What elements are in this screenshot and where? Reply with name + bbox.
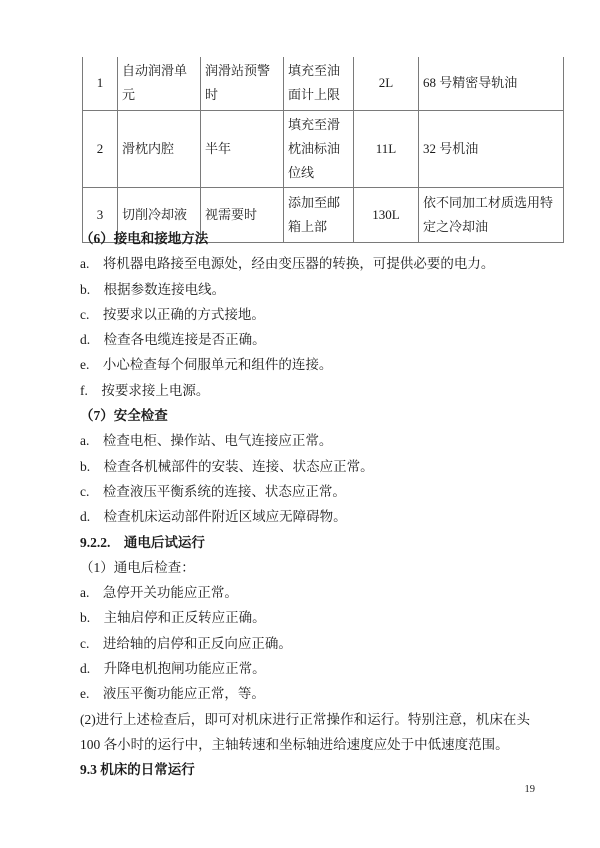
cell-interval: 半年 [201, 110, 284, 187]
list-item: d. 检查各电缆连接是否正确。 [80, 332, 266, 348]
section-heading-922: 9.2.2. 通电后试运行 [80, 534, 205, 550]
list-item: b. 检查各机械部件的安装、连接、状态应正常。 [80, 458, 374, 474]
list-item: c. 按要求以正确的方式接地。 [80, 306, 265, 322]
cell-part: 切削冷却液 [118, 187, 201, 242]
cell-interval: 视需要时 [201, 187, 284, 242]
cell-seq: 1 [83, 57, 118, 110]
section-heading-93: 9.3 机床的日常运行 [80, 762, 195, 778]
table-row [83, 57, 564, 110]
cell-method: 添加至邮箱上部 [284, 187, 354, 242]
list-item: a. 将机器电路接至电源处，经由变压器的转换，可提供必要的电力。 [80, 256, 495, 272]
list-item: b. 主轴启停和正反转应正确。 [80, 610, 266, 626]
cell-part: 自动润滑单元 [118, 57, 201, 110]
cell-interval: 润滑站预警时 [201, 57, 284, 110]
cell-method: 填充至油面计上限 [284, 57, 354, 110]
list-item: e. 小心检查每个伺服单元和组件的连接。 [80, 357, 333, 373]
paragraph: (2)进行上述检查后，即可对机床进行正常操作和运行。特别注意，机床在头 100 各小时的运行中，主轴转速和坐标轴进给速度应处于中低速度范围。 [80, 711, 530, 752]
list-item: d. 检查机床运动部件附近区域应无障碍物。 [80, 509, 347, 525]
cell-oil: 68 号精密导轨油 [419, 57, 564, 110]
table-row [83, 110, 564, 187]
section-heading-7: （7）安全检查 [80, 408, 168, 424]
list-item: b. 根据参数连接电线。 [80, 281, 226, 297]
cell-seq: 2 [83, 110, 118, 187]
list-item: d. 升降电机抱闸功能应正常。 [80, 661, 266, 677]
cell-amount: 11L [354, 110, 419, 187]
list-item: f. 按要求接上电源。 [80, 382, 210, 398]
cell-seq: 3 [83, 187, 118, 242]
cell-amount: 130L [354, 187, 419, 242]
lubrication-table [82, 57, 564, 243]
cell-part: 滑枕内腔 [118, 110, 201, 187]
section-heading-6: （6）接电和接地方法 [80, 231, 209, 246]
list-item: a. 急停开关功能应正常。 [80, 585, 238, 601]
sub-heading: （1）通电后检查： [80, 559, 195, 575]
body-text [80, 226, 530, 783]
cell-oil: 32 号机油 [419, 110, 564, 187]
list-item: e. 液压平衡功能应正常，等。 [80, 686, 265, 702]
cell-amount: 2L [354, 57, 419, 110]
list-item: a. 检查电柜、操作站、电气连接应正常。 [80, 433, 333, 449]
list-item: c. 进给轴的启停和正反向应正确。 [80, 635, 292, 651]
list-item: c. 检查液压平衡系统的连接、状态应正常。 [80, 483, 346, 499]
cell-method: 填充至滑枕油标油位线 [284, 110, 354, 187]
cell-oil: 依不同加工材质选用特定之冷却油 [419, 187, 564, 242]
page-number: 19 [524, 784, 535, 795]
